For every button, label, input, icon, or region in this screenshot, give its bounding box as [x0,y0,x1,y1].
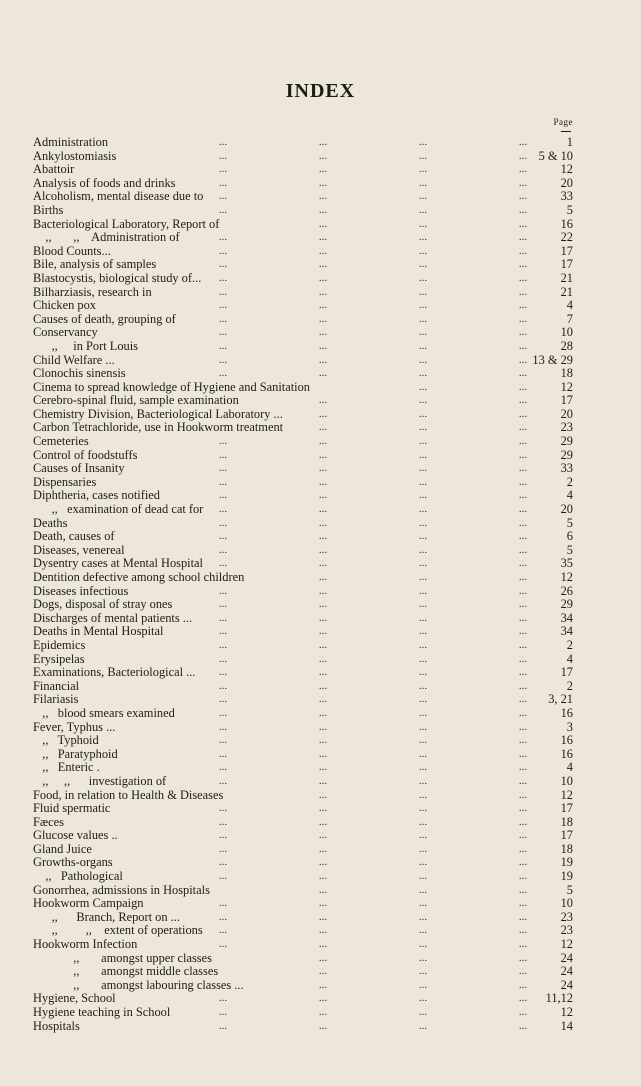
index-entry [33,557,573,571]
index-entry [33,666,573,680]
entry-page-number: 24 [560,977,573,992]
entry-page-number: 34 [560,610,573,625]
entry-label: ,, amongst labouring classes ... [33,977,244,992]
dot-leader: ... ... ... [318,965,528,978]
index-entry [33,653,573,667]
entry-label: Causes of death, grouping of [33,311,176,326]
entry-label: Erysipelas [33,651,85,666]
entry-label: Control of foodstuffs [33,447,138,462]
dot-leader: ... ... ... ... [218,299,528,312]
dot-leader: ... ... ... [318,421,528,434]
entry-label: ,, ,, extent of operations [33,923,203,938]
entry-page-number: 20 [560,175,573,190]
index-entry [33,286,573,300]
dot-leader: ... ... ... [318,788,528,801]
entry-label: Bile, analysis of samples [33,257,157,272]
entry-label: Chemistry Division, Bacteriological Laboratory ... [33,406,283,421]
index-entry [33,734,573,748]
index-entry [33,911,573,925]
dot-leader: ... ... ... ... [218,761,528,774]
index-entry [33,748,573,762]
index-entry [33,707,573,721]
entry-page-number: 24 [560,964,573,979]
entry-page-number: 12 [560,1005,573,1019]
dot-leader: ... ... ... ... [218,625,528,638]
entry-page-number: 21 [560,270,573,285]
index-entry [33,204,573,218]
entry-page-number: 10 [560,325,573,340]
entry-page-number: 4 [566,488,573,503]
dot-leader: ... ... ... ... [218,856,528,869]
entry-page-number: 33 [560,461,573,476]
dot-leader: ... ... ... ... [218,203,528,216]
index-entry [33,381,573,395]
index-entry [33,313,573,327]
entry-page-number: 12 [560,570,573,584]
index-entry [33,897,573,911]
index-entry [33,965,573,979]
dot-leader: ... ... ... ... [218,734,528,747]
entry-label: Administration [33,135,109,149]
index-entry [33,1020,573,1034]
index-entry [33,979,573,993]
index-entry [33,150,573,164]
index-entry [33,326,573,340]
entry-label: Hospitals [33,1018,80,1033]
entry-label: Births [33,202,64,217]
entry-label: Hygiene, School [33,991,116,1006]
entry-label: Glucose values .. [33,828,118,843]
entry-page-number: 16 [560,216,573,231]
entry-page-number: 12 [560,787,573,802]
entry-page-number: 20 [560,406,573,421]
entry-page-number: 19 [560,855,573,870]
dot-leader: ... ... ... ... [218,992,528,1005]
entry-page-number: 4 [566,760,573,775]
entry-page-number: 7 [566,311,573,326]
dot-leader: ... ... ... ... [218,720,528,733]
entry-label: Carbon Tetrachloride, use in Hookworm treatment [33,420,284,435]
dot-leader: ... ... ... ... [218,815,528,828]
entry-label: Fever, Typhus ... [33,719,116,734]
entry-page-number: 12 [560,379,573,394]
entry-label: ,, Pathological [33,869,123,884]
index-entry [33,245,573,259]
entry-label: Hookworm Campaign [33,896,144,911]
entry-page-number: 4 [566,298,573,313]
index-entry [33,177,573,191]
entry-page-number: 2 [566,474,573,489]
entry-label: Examinations, Bacteriological ... [33,665,196,680]
dot-leader: ... ... ... [318,571,528,583]
entry-label: Growths-organs [33,855,113,870]
dot-leader: ... ... ... ... [218,231,528,244]
entry-page-number: 5 [566,202,573,217]
entry-label: Death, causes of [33,529,115,544]
index-entry [33,272,573,286]
dot-leader: ... ... ... ... [218,462,528,475]
dot-leader: ... ... ... ... [218,489,528,502]
dot-leader: ... ... ... ... [218,938,528,951]
dot-leader: ... ... ... ... [218,652,528,665]
dot-leader: ... ... [418,380,528,393]
entry-page-number: 26 [560,583,573,598]
dot-leader: ... ... ... ... [218,557,528,570]
entry-label: Food, in relation to Health & Diseases [33,787,224,802]
dot-leader: ... ... ... ... [218,530,528,543]
entry-label: Deaths [33,515,68,530]
dot-leader: ... ... ... ... [218,326,528,339]
dot-leader: ... ... ... ... [218,190,528,203]
index-entry [33,585,573,599]
dot-leader: ... ... ... [318,951,528,964]
entry-label: Dentition defective among school children [33,570,245,584]
entry-page-number: 10 [560,896,573,911]
index-entry [33,218,573,232]
index-entry [33,870,573,884]
index-entry [33,190,573,204]
entry-label: Cinema to spread knowledge of Hygiene and Sanitation [33,379,310,394]
dot-leader: ... ... ... ... [218,802,528,815]
index-entry [33,938,573,952]
entry-label: Blood Counts... [33,243,111,258]
entry-page-number: 5 [566,882,573,897]
entry-label: Gland Juice [33,841,92,856]
entry-label: Diphtheria, cases notified [33,488,160,503]
entry-label: Alcoholism, mental disease due to [33,189,204,204]
entry-page-number: 14 [560,1018,573,1033]
dot-leader: ... ... ... ... [218,176,528,189]
dot-leader: ... ... ... [318,407,528,420]
entry-page-number: 19 [560,869,573,884]
entry-page-number: 28 [560,338,573,353]
entry-page-number: 18 [560,841,573,856]
index-entry [33,856,573,870]
index-entry [33,639,573,653]
index-entry [33,571,573,585]
index-entry [33,517,573,531]
index-entry [33,775,573,789]
entry-page-number: 17 [560,828,573,843]
entry-label: ,, ,, Administration of [33,230,180,245]
dot-leader: ... ... ... ... [218,475,528,488]
dot-leader: ... ... ... ... [218,258,528,271]
dot-leader: ... ... ... ... [218,244,528,257]
entry-label: ,, Branch, Report on ... [33,909,180,924]
entry-label: Clonochis sinensis [33,366,126,381]
entry-page-number: 16 [560,746,573,761]
entry-page-number: 23 [560,420,573,435]
entry-page-number: 3, 21 [548,692,573,707]
entry-label: ,, Enteric . [33,760,100,775]
entry-page-number: 3 [566,719,573,734]
dot-leader: ... ... ... ... [218,747,528,760]
entry-page-number: 33 [560,189,573,204]
entry-page-number: 23 [560,909,573,924]
index-entry [33,421,573,435]
dot-leader: ... ... ... ... [218,706,528,719]
entry-label: Causes of Insanity [33,461,125,476]
entry-label: Dispensaries [33,474,97,489]
entry-label: ,, in Port Louis [33,338,138,353]
entry-page-number: 21 [560,284,573,299]
index-entry [33,354,573,368]
entry-label: Bacteriological Laboratory, Report of [33,216,220,231]
entry-page-number: 17 [560,801,573,816]
entry-label: Fluid spermatic [33,801,111,816]
entry-label: Deaths in Mental Hospital [33,624,164,639]
entry-page-number: 5 [566,542,573,557]
entry-page-number: 16 [560,705,573,720]
index-entry [33,489,573,503]
entry-label: Diseases infectious [33,583,129,598]
entry-label: ,, Paratyphoid [33,746,118,761]
dot-leader: ... ... ... ... [218,543,528,556]
page-title: INDEX [285,80,356,102]
entry-page-number: 13 & 29 [532,352,573,367]
entry-page-number: 6 [566,529,573,544]
index-entry [33,802,573,816]
index-entry [33,258,573,272]
index-entry [33,340,573,354]
dot-leader: ... ... ... [318,394,528,407]
entry-page-number: 16 [560,733,573,748]
entry-page-number: 35 [560,556,573,571]
entry-page-number: 12 [560,162,573,177]
entry-label: Hookworm Infection [33,937,138,952]
dot-leader: ... ... ... ... [218,842,528,855]
index-entry [33,544,573,558]
dot-leader: ... ... ... ... [218,448,528,461]
index-entry [33,612,573,626]
entry-page-number: 11,12 [545,991,573,1006]
index-entry [33,1006,573,1020]
index-entry [33,693,573,707]
dot-leader: ... ... ... ... [218,584,528,597]
entry-label: Discharges of mental patients ... [33,610,193,625]
index-entry [33,992,573,1006]
entry-page-number: 34 [560,624,573,639]
entry-label: Blastocystis, biological study of... [33,270,202,285]
index-entry [33,761,573,775]
dot-leader: ... ... ... ... [218,163,528,176]
entry-label: Child Welfare ... [33,352,115,367]
dot-leader: ... ... ... ... [218,312,528,325]
entry-page-number: 18 [560,814,573,829]
entry-label: Hygiene teaching in School [33,1005,171,1019]
entry-label: ,, amongst middle classes [33,964,219,979]
entry-page-number: 12 [560,937,573,952]
entry-label: ,, amongst upper classes [33,950,212,965]
entry-label: Chicken pox [33,298,96,313]
index-entry [33,680,573,694]
entry-page-number: 5 & 10 [538,148,573,163]
dot-leader: ... ... ... ... [218,829,528,842]
entry-label: Ankylostomiasis [33,148,117,163]
index-entries [33,136,573,1033]
dot-leader: ... ... ... ... [218,516,528,529]
dot-leader: ... ... ... ... [218,503,528,516]
dot-leader: ... ... ... ... [218,611,528,624]
index-entry [33,367,573,381]
entry-page-number: 23 [560,923,573,938]
entry-label: Conservancy [33,325,98,340]
index-entry [33,530,573,544]
index-entry [33,136,573,150]
entry-label: Cemeteries [33,434,89,449]
entry-page-number: 20 [560,502,573,517]
index-entry [33,789,573,803]
index-entry [33,408,573,422]
entry-label: Dogs, disposal of stray ones [33,597,173,612]
dot-leader: ... ... ... ... [218,910,528,923]
entry-page-number: 18 [560,366,573,381]
entry-label: Filariasis [33,692,79,707]
index-entry [33,462,573,476]
entry-page-number: 17 [560,257,573,272]
index-entry [33,435,573,449]
dot-leader: ... ... ... [318,978,528,991]
index-entry [33,816,573,830]
dot-leader: ... ... ... ... [218,598,528,611]
entry-page-number: 17 [560,243,573,258]
entry-page-number: 1 [566,135,573,149]
page-column-header: Page [553,117,573,127]
entry-label: Analysis of foods and drinks [33,175,176,190]
dot-leader: ... ... ... ... [218,679,528,692]
dot-leader: ... ... ... ... [218,136,528,148]
column-header-rule [561,131,571,132]
index-entry [33,231,573,245]
dot-leader: ... ... ... ... [218,367,528,380]
entry-page-number: 4 [566,651,573,666]
index-entry [33,449,573,463]
dot-leader: ... ... ... ... [218,1019,528,1032]
entry-page-number: 29 [560,447,573,462]
entry-page-number: 17 [560,665,573,680]
dot-leader: ... ... ... ... [218,149,528,162]
entry-page-number: 29 [560,434,573,449]
entry-label: Diseases, venereal [33,542,125,557]
index-entry [33,163,573,177]
index-entry [33,625,573,639]
entry-page-number: 24 [560,950,573,965]
index-entry [33,721,573,735]
entry-label: Dysentry cases at Mental Hospital [33,556,203,571]
dot-leader: ... ... ... ... [218,271,528,284]
dot-leader: ... ... ... [318,217,528,230]
entry-label: Gonorrhea, admissions in Hospitals [33,882,210,897]
dot-leader: ... ... ... ... [218,693,528,706]
dot-leader: ... ... ... [318,883,528,896]
dot-leader: ... ... ... ... [218,924,528,937]
dot-leader: ... ... ... ... [218,870,528,883]
entry-page-number: 22 [560,230,573,245]
entry-label: Fæces [33,814,64,829]
index-entry [33,952,573,966]
entry-label: Bilharziasis, research in [33,284,152,299]
index-entry [33,884,573,898]
dot-leader: ... ... ... ... [218,435,528,448]
dot-leader: ... ... ... ... [218,1006,528,1018]
dot-leader: ... ... ... ... [218,666,528,679]
entry-page-number: 17 [560,393,573,408]
entry-label: Financial [33,678,80,693]
index-entry [33,843,573,857]
entry-page-number: 10 [560,773,573,788]
entry-label: Cerebro-spinal fluid, sample examination [33,393,239,408]
index-entry [33,394,573,408]
entry-label: ,, blood smears examined [33,705,175,720]
index-entry [33,476,573,490]
entry-label: ,, ,, investigation of [33,773,167,788]
index-entry [33,503,573,517]
entry-label: Abattoir [33,162,75,177]
entry-label: Epidemics [33,637,86,652]
index-entry [33,299,573,313]
index-entry [33,829,573,843]
entry-page-number: 2 [566,678,573,693]
entry-page-number: 5 [566,515,573,530]
dot-leader: ... ... ... ... [218,638,528,651]
dot-leader: ... ... ... ... [218,774,528,787]
entry-page-number: 29 [560,597,573,612]
index-entry [33,598,573,612]
index-entry [33,924,573,938]
entry-label: ,, Typhoid [33,733,99,748]
dot-leader: ... ... ... ... [218,285,528,298]
dot-leader: ... ... ... ... [218,897,528,910]
dot-leader: ... ... ... ... [218,339,528,352]
entry-page-number: 2 [566,637,573,652]
dot-leader: ... ... ... ... [218,353,528,366]
entry-label: ,, examination of dead cat for [33,502,204,517]
